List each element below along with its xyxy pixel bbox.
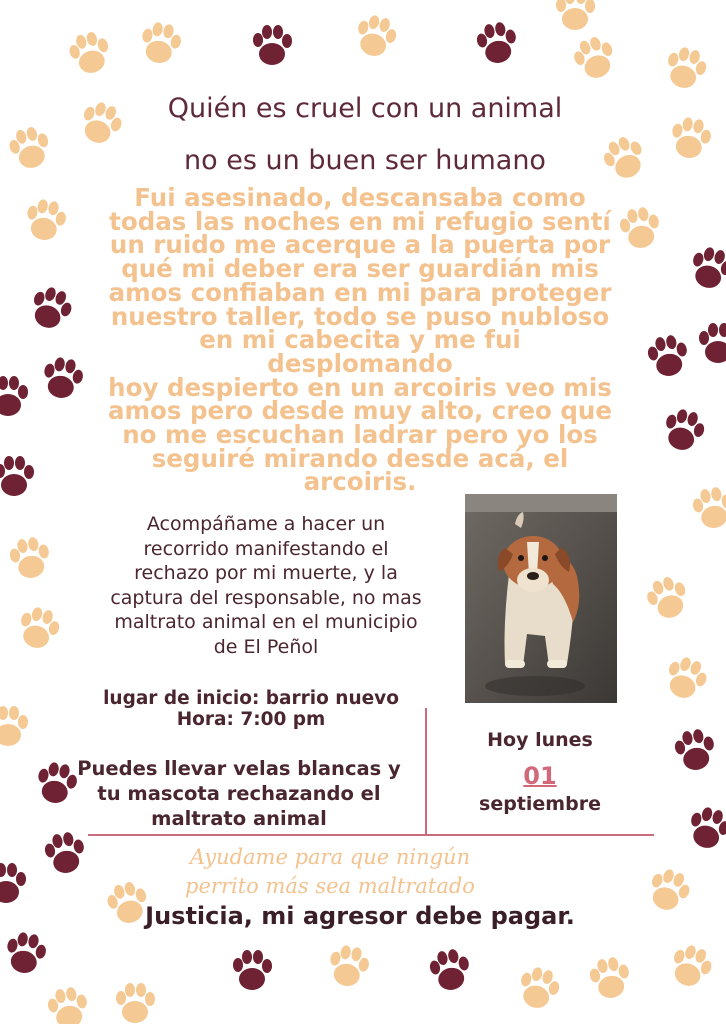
paw-print-icon <box>515 964 563 1013</box>
paw-print-icon <box>690 485 726 531</box>
paw-print-icon <box>427 947 472 993</box>
paw-print-icon <box>474 20 519 66</box>
paw-print-icon <box>138 20 183 66</box>
month-label: septiembre <box>479 793 601 815</box>
story-line: no me escuchan ladrar pero yo los <box>122 420 598 450</box>
paw-print-icon <box>643 572 693 623</box>
paw-print-icon <box>253 25 292 65</box>
invitation-line: captura del responsable, no mas <box>110 586 422 609</box>
candles-note <box>74 756 404 831</box>
story-line: Fui asesinado, descansaba como <box>134 183 586 212</box>
candles-note-line: Puedes llevar velas blancas y <box>77 757 401 780</box>
day-label: Hoy lunes <box>487 729 593 751</box>
story-line: nuestro taller, todo se puso nubloso <box>110 301 610 331</box>
title-line-2: no es un buen ser humano <box>184 145 546 176</box>
paw-print-icon <box>0 706 28 746</box>
paw-print-icon <box>661 653 711 704</box>
paw-print-icon <box>42 830 87 876</box>
paw-print-icon <box>116 983 155 1023</box>
paw-print-icon <box>0 456 34 496</box>
paw-print-icon <box>6 124 54 173</box>
paw-print-icon <box>40 355 85 401</box>
invitation-line: rechazo por mi muerte, y la <box>134 562 398 584</box>
invitation-line: maltrato animal en el municipio <box>114 611 418 633</box>
story-text <box>104 183 616 497</box>
invitation-text <box>86 512 446 659</box>
story-line: hoy despierto en un arcoiris veo mis <box>108 372 612 402</box>
paw-print-icon <box>598 132 650 185</box>
story-line: en mi cabecita y me fui desplomando <box>199 325 521 378</box>
paw-print-icon <box>0 863 26 903</box>
candles-note-line: maltrato animal <box>151 807 327 830</box>
paw-print-icon <box>644 865 694 916</box>
paw-print-icon <box>685 804 726 853</box>
story-line: un ruido me acerque a la puerta por <box>109 230 611 260</box>
start-location: lugar de inicio: barrio nuevo <box>103 688 399 709</box>
paw-print-icon <box>66 29 114 78</box>
invitation-line: de El Peñol <box>213 635 319 658</box>
vertical-divider <box>425 708 427 835</box>
story-line: amos pero desde muy alto, creo que <box>108 396 612 426</box>
plea-line: perrito más sea maltratado <box>185 874 475 898</box>
paw-print-icon <box>587 955 632 1001</box>
day-number: 01 <box>523 762 557 790</box>
story-line: arcoiris. <box>303 467 417 497</box>
paw-print-icon <box>76 98 126 149</box>
paw-print-icon <box>666 941 716 992</box>
horizontal-divider <box>88 834 654 836</box>
paw-print-icon <box>662 44 710 93</box>
paw-print-icon <box>352 12 400 61</box>
paw-print-icon <box>7 535 52 581</box>
paw-print-icon <box>326 943 371 989</box>
paw-print-icon <box>45 985 90 1024</box>
plea-line: Ayudame para que ningún <box>189 845 471 869</box>
paw-print-icon <box>3 930 48 976</box>
story-line: amos confiaban en mi para proteger <box>108 277 612 307</box>
paw-print-icon <box>556 0 595 30</box>
candles-note-line: tu mascota rechazando el <box>97 782 381 805</box>
paw-print-icon <box>645 333 690 379</box>
plea-text <box>120 843 540 901</box>
story-line: todas las noches en mi refugio sentí <box>109 206 611 236</box>
dog-photo <box>465 494 617 703</box>
start-time: Hora: 7:00 pm <box>176 709 326 730</box>
paw-print-icon <box>617 205 662 251</box>
paw-print-icon <box>34 760 79 806</box>
title-line-1: Quién es cruel con un animal <box>167 93 563 124</box>
paw-print-icon <box>26 283 76 334</box>
paw-print-icon <box>570 32 620 83</box>
paw-print-icon <box>672 727 717 773</box>
paw-print-icon <box>699 323 726 363</box>
story-line: seguiré mirando desde acá, el <box>151 443 569 473</box>
invitation-line: recorrido manifestando el <box>143 537 389 560</box>
story-line: qué mi deber era ser guardián mis <box>121 254 599 284</box>
paw-print-icon <box>23 197 68 243</box>
paw-print-icon <box>660 406 708 455</box>
justice-slogan: Justicia, mi agresor debe pagar. <box>145 902 575 930</box>
paw-print-icon <box>15 604 63 653</box>
paw-print-icon <box>0 376 28 416</box>
paw-print-icon <box>668 115 713 161</box>
invitation-line: Acompáñame a hacer un <box>146 513 386 535</box>
paw-print-icon <box>233 950 272 990</box>
paw-print-icon <box>687 244 726 293</box>
